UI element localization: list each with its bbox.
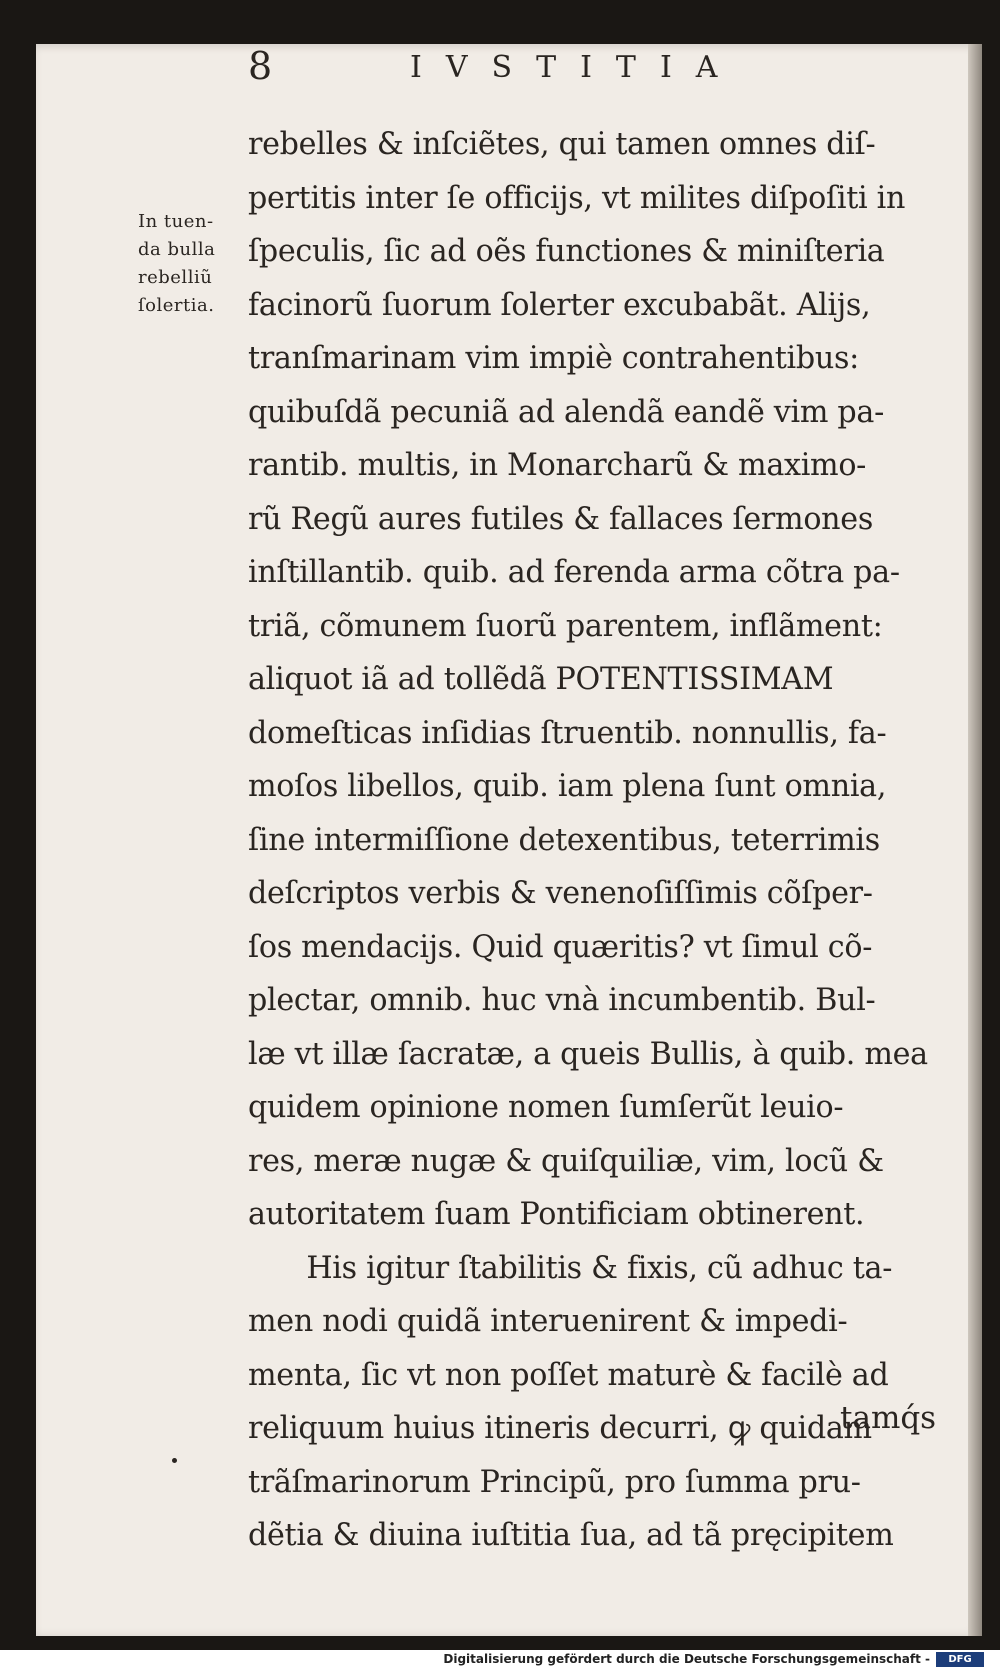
text-line: domeſticas inſidias ſtruentib. nonnullis, fa- xyxy=(248,714,887,751)
text-line: dẽtia & diuina iuſtitia ſua, ad tã pręcipitem xyxy=(248,1517,894,1553)
marginal-note-line: ſolertia. xyxy=(138,295,215,316)
text-line: autoritatem ſuam Pontificiam obtinerent. xyxy=(248,1196,865,1232)
dfg-logo: DFG xyxy=(936,1652,984,1667)
text-line: ſine intermiſſione detexentibus, teterrimis xyxy=(248,821,880,858)
text-line: moſos libellos, quib. iam plena ſunt omnia, xyxy=(248,768,887,804)
text-line: inſtillantib. quib. ad ferenda arma cõtra pa- xyxy=(248,554,900,590)
marginal-note-line: da bulla xyxy=(138,239,216,260)
text-line: reliquum huius itineris decurri, ꝙ quidam xyxy=(248,1410,872,1446)
text-line: pertitis inter ſe officijs, vt milites diſpoſiti in xyxy=(248,179,906,216)
marginal-note-line: rebelliũ xyxy=(138,267,213,288)
text-line: His igitur ſtabilitis & fixis, cũ adhuc ta- xyxy=(306,1249,893,1286)
text-line: deſcriptos verbis & venenoſiſſimis cõſper- xyxy=(248,875,873,911)
text-line: plectar, omnib. huc vnà incumbentib. Bul- xyxy=(248,982,876,1018)
text-line: res, meræ nugæ & quiſquiliæ, vim, locũ & xyxy=(248,1142,884,1179)
catchword: tamq́s xyxy=(840,1400,937,1436)
text-line: ſpeculis, ſic ad oẽs functiones & miniſteria xyxy=(248,233,885,269)
ink-speck xyxy=(172,1458,177,1463)
text-line: rũ Regũ aures futiles & fallaces ſermones xyxy=(248,500,873,537)
digitization-credit: Digitalisierung gefördert durch die Deutsche Forschungsgemeinschaft - xyxy=(443,1652,930,1666)
page-number: 8 xyxy=(248,44,273,88)
body-text xyxy=(248,118,968,1563)
marginal-note-line: In tuen- xyxy=(138,211,214,232)
text-line: aliquot iã ad tollẽdã POTENTISSIMAM xyxy=(248,661,834,697)
text-line: tranſmarinam vim impiè contrahentibus: xyxy=(248,340,860,376)
text-line: læ vt illæ ſacratæ, a queis Bullis, à quib. mea xyxy=(248,1035,928,1072)
text-line: quibuſdã pecuniã ad alendã eandẽ vim pa- xyxy=(248,393,884,430)
text-line: facinorũ ſuorum ſolerter excubabãt. Alijs, xyxy=(248,286,871,323)
text-line: quidem opinione nomen ſumſerũt leuio- xyxy=(248,1089,844,1125)
text-line: men nodi quidã interuenirent & impedi- xyxy=(248,1303,848,1339)
page-edge xyxy=(968,44,982,1636)
text-line: triã, cõmunem ſuorũ parentem, inflãment: xyxy=(248,607,883,644)
text-line: rantib. multis, in Monarcharũ & maximo- xyxy=(248,447,867,483)
running-head xyxy=(210,44,810,104)
text-line: trãſmarinorum Principũ, pro ſumma pru- xyxy=(248,1463,861,1500)
text-line: ſos mendacijs. Quid quæritis? vt ſimul cõ- xyxy=(248,928,873,965)
marginal-note xyxy=(138,208,248,320)
footer-bar xyxy=(0,1650,1000,1671)
text-line: rebelles & inſciẽtes, qui tamen omnes diſ- xyxy=(248,126,876,162)
text-line: menta, ſic vt non poſſet maturè & facilè ad xyxy=(248,1356,889,1393)
running-title: IVSTITIA xyxy=(410,50,742,85)
